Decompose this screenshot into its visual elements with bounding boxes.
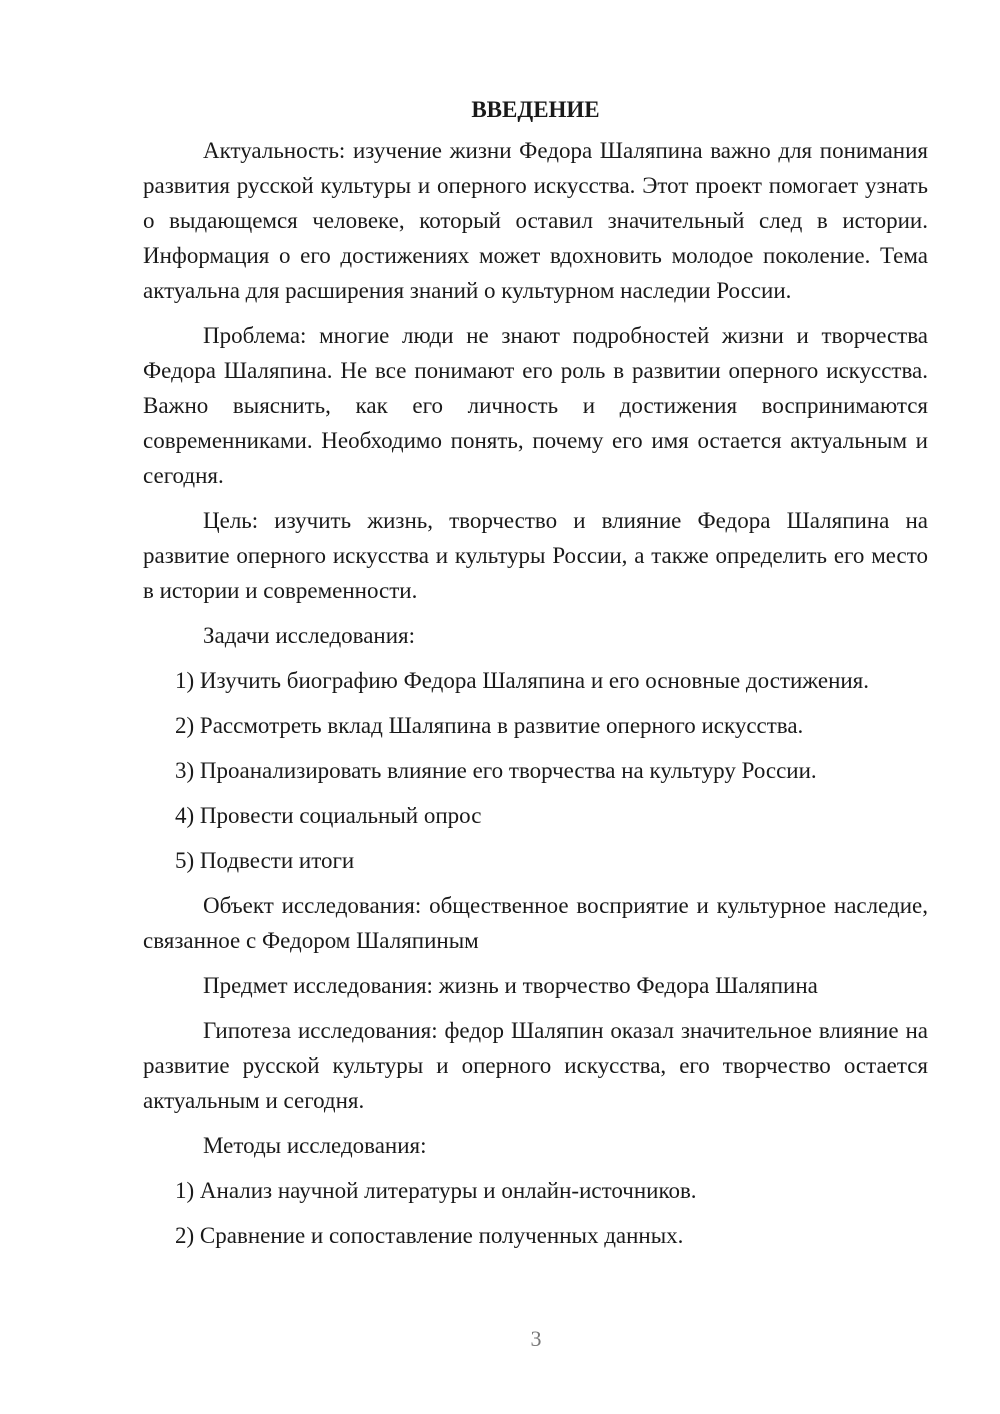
problem-paragraph: Проблема: многие люди не знают подробностей жизни и творчества Федора Шаляпина. Не все понимают его роль в развитии оперного искусства. Важно выяснить, как его личность и достижения воспринимаются современниками. Необходимо понять, почему его имя остается актуальным и сегодня. <box>143 323 928 488</box>
task-item: 5) Подвести итоги <box>175 848 355 873</box>
task-item: 4) Провести социальный опрос <box>175 803 482 828</box>
tasks-list <box>143 663 928 878</box>
page-title: ВВЕДЕНИЕ <box>471 97 600 122</box>
page-number: 3 <box>530 1326 542 1351</box>
page-content <box>143 92 928 1263</box>
tasks-label: Задачи исследования: <box>203 623 416 648</box>
task-item: 2) Рассмотреть вклад Шаляпина в развитие оперного искусства. <box>175 713 804 738</box>
method-item: 1) Анализ научной литературы и онлайн-источников. <box>175 1178 697 1203</box>
object-paragraph: Объект исследования: общественное восприятие и культурное наследие, связанное с Федором Шаляпиным <box>143 893 928 953</box>
methods-label: Методы исследования: <box>203 1133 427 1158</box>
task-item: 3) Проанализировать влияние его творчества на культуру России. <box>175 758 817 783</box>
goal-paragraph: Цель: изучить жизнь, творчество и влияние Федора Шаляпина на развитие оперного искусства и культуры России, а также определить его место в истории и современности. <box>143 508 928 603</box>
subject-paragraph: Предмет исследования: жизнь и творчество Федора Шаляпина <box>203 973 818 998</box>
hypothesis-paragraph: Гипотеза исследования: федор Шаляпин оказал значительное влияние на развитие русской культуры и оперного искусства, его творчество остается актуальным и сегодня. <box>143 1018 928 1113</box>
task-item: 1) Изучить биографию Федора Шаляпина и его основные достижения. <box>175 668 870 693</box>
methods-list <box>143 1173 928 1253</box>
relevance-paragraph: Актуальность: изучение жизни Федора Шаляпина важно для понимания развития русской культуры и оперного искусства. Этот проект помогает узнать о выдающемся человеке, который оставил значительный след в истории. Информация о его достижениях может вдохновить молодое поколение. Тема актуальна для расширения знаний о культурном наследии России. <box>143 138 928 303</box>
method-item: 2) Сравнение и сопоставление полученных данных. <box>175 1223 684 1248</box>
